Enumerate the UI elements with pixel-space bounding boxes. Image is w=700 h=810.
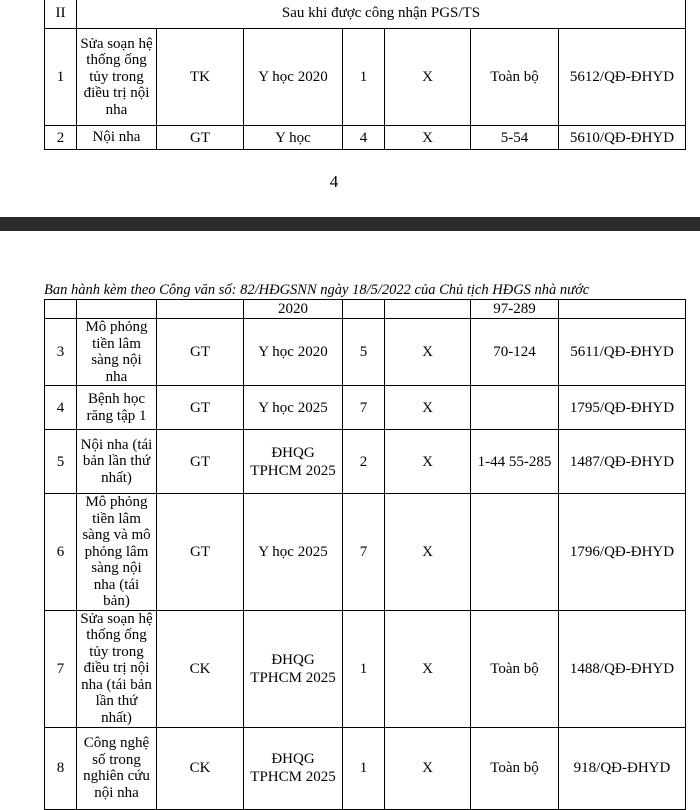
table-row: [45, 727, 686, 809]
page-range: Toàn bộ: [471, 727, 559, 809]
author-count: 2: [343, 430, 385, 494]
author-count: 4: [343, 126, 385, 150]
publisher-year: Y học 2020: [244, 29, 343, 126]
publisher-year: Y học 2025: [244, 386, 343, 430]
book-type: GT: [157, 494, 244, 611]
author-count: 1: [343, 29, 385, 126]
table-row: [45, 386, 686, 430]
table-row: [45, 126, 686, 150]
role-mark: X: [385, 610, 471, 727]
book-type: GT: [157, 319, 244, 386]
decision-number: 5610/QĐ-ĐHYD: [559, 126, 686, 150]
table-row: [45, 610, 686, 727]
decision-number: 1487/QĐ-ĐHYD: [559, 430, 686, 494]
decision-number: 1488/QĐ-ĐHYD: [559, 610, 686, 727]
decision-number: 1796/QĐ-ĐHYD: [559, 494, 686, 611]
page-range: 5-54: [471, 126, 559, 150]
section-title: Sau khi được công nhận PGS/TS: [77, 0, 686, 29]
decision-number: 5612/QĐ-ĐHYD: [559, 29, 686, 126]
role-mark: X: [385, 727, 471, 809]
role-mark: X: [385, 29, 471, 126]
author-count: 7: [343, 494, 385, 611]
book-title: Mô phỏng tiền lâm sàng nội nha: [77, 319, 157, 386]
page-number: 4: [329, 172, 339, 191]
continuation-row: [45, 300, 686, 319]
book-title: Bệnh học răng tập 1: [77, 386, 157, 430]
book-type: TK: [157, 29, 244, 126]
role-mark: X: [385, 386, 471, 430]
row-no: 1: [45, 29, 77, 126]
row-no: 7: [45, 610, 77, 727]
publisher-year: ĐHQG TPHCM 2025: [244, 430, 343, 494]
book-type: GT: [157, 126, 244, 150]
page-separator: [0, 217, 700, 231]
publisher-year: ĐHQG TPHCM 2025: [244, 610, 343, 727]
book-title: Mô phỏng tiền lâm sàng và mô phỏng lâm sàng nội nha (tái bản): [77, 494, 157, 611]
book-type: CK: [157, 610, 244, 727]
table-row: [45, 494, 686, 611]
book-type: GT: [157, 430, 244, 494]
document-header-note: Ban hành kèm theo Công văn số: 82/HĐGSNN ngày 18/5/2022 của Chủ tịch HĐGS nhà nước: [44, 282, 590, 298]
role-mark: X: [385, 494, 471, 611]
decision-number: 918/QĐ-ĐHYD: [559, 727, 686, 809]
publisher-year: Y học 2020: [244, 319, 343, 386]
publications-table-top: [44, 0, 686, 150]
row-no: 6: [45, 494, 77, 611]
decision-number: 1795/QĐ-ĐHYD: [559, 386, 686, 430]
row-no: 5: [45, 430, 77, 494]
book-title: Công nghệ số trong nghiên cứu nội nha: [77, 727, 157, 809]
publisher-year: 2020: [244, 300, 343, 319]
book-title: Sửa soạn hệ thống ống tủy trong điều trị nội nha (tái bản lần thứ nhất): [77, 610, 157, 727]
author-count: 1: [343, 610, 385, 727]
table-row: [45, 319, 686, 386]
page-range: Toàn bộ: [471, 610, 559, 727]
table-row: [45, 430, 686, 494]
publisher-year: Y học: [244, 126, 343, 150]
book-title: Nội nha (tái bản lần thứ nhất): [77, 430, 157, 494]
author-count: 5: [343, 319, 385, 386]
role-mark: X: [385, 319, 471, 386]
row-no: 3: [45, 319, 77, 386]
role-mark: X: [385, 430, 471, 494]
page-range: 1-44 55-285: [471, 430, 559, 494]
page-range: Toàn bộ: [471, 29, 559, 126]
author-count: 1: [343, 727, 385, 809]
author-count: 7: [343, 386, 385, 430]
publications-table-bottom: [44, 299, 686, 810]
page-range: 97-289: [471, 300, 559, 319]
role-mark: X: [385, 126, 471, 150]
row-no: 2: [45, 126, 77, 150]
table-row: [45, 29, 686, 126]
section-row: [45, 0, 686, 29]
decision-number: 5611/QĐ-ĐHYD: [559, 319, 686, 386]
page-range: [471, 386, 559, 430]
book-title: Sửa soạn hệ thống ống tủy trong điều trị nội nha: [77, 29, 157, 126]
row-no: 4: [45, 386, 77, 430]
book-type: CK: [157, 727, 244, 809]
row-no: 8: [45, 727, 77, 809]
page-range: 70-124: [471, 319, 559, 386]
publisher-year: Y học 2025: [244, 494, 343, 611]
book-title: Nội nha: [77, 126, 157, 150]
section-number: II: [45, 0, 77, 29]
publisher-year: ĐHQG TPHCM 2025: [244, 727, 343, 809]
page-range: [471, 494, 559, 611]
book-type: GT: [157, 386, 244, 430]
